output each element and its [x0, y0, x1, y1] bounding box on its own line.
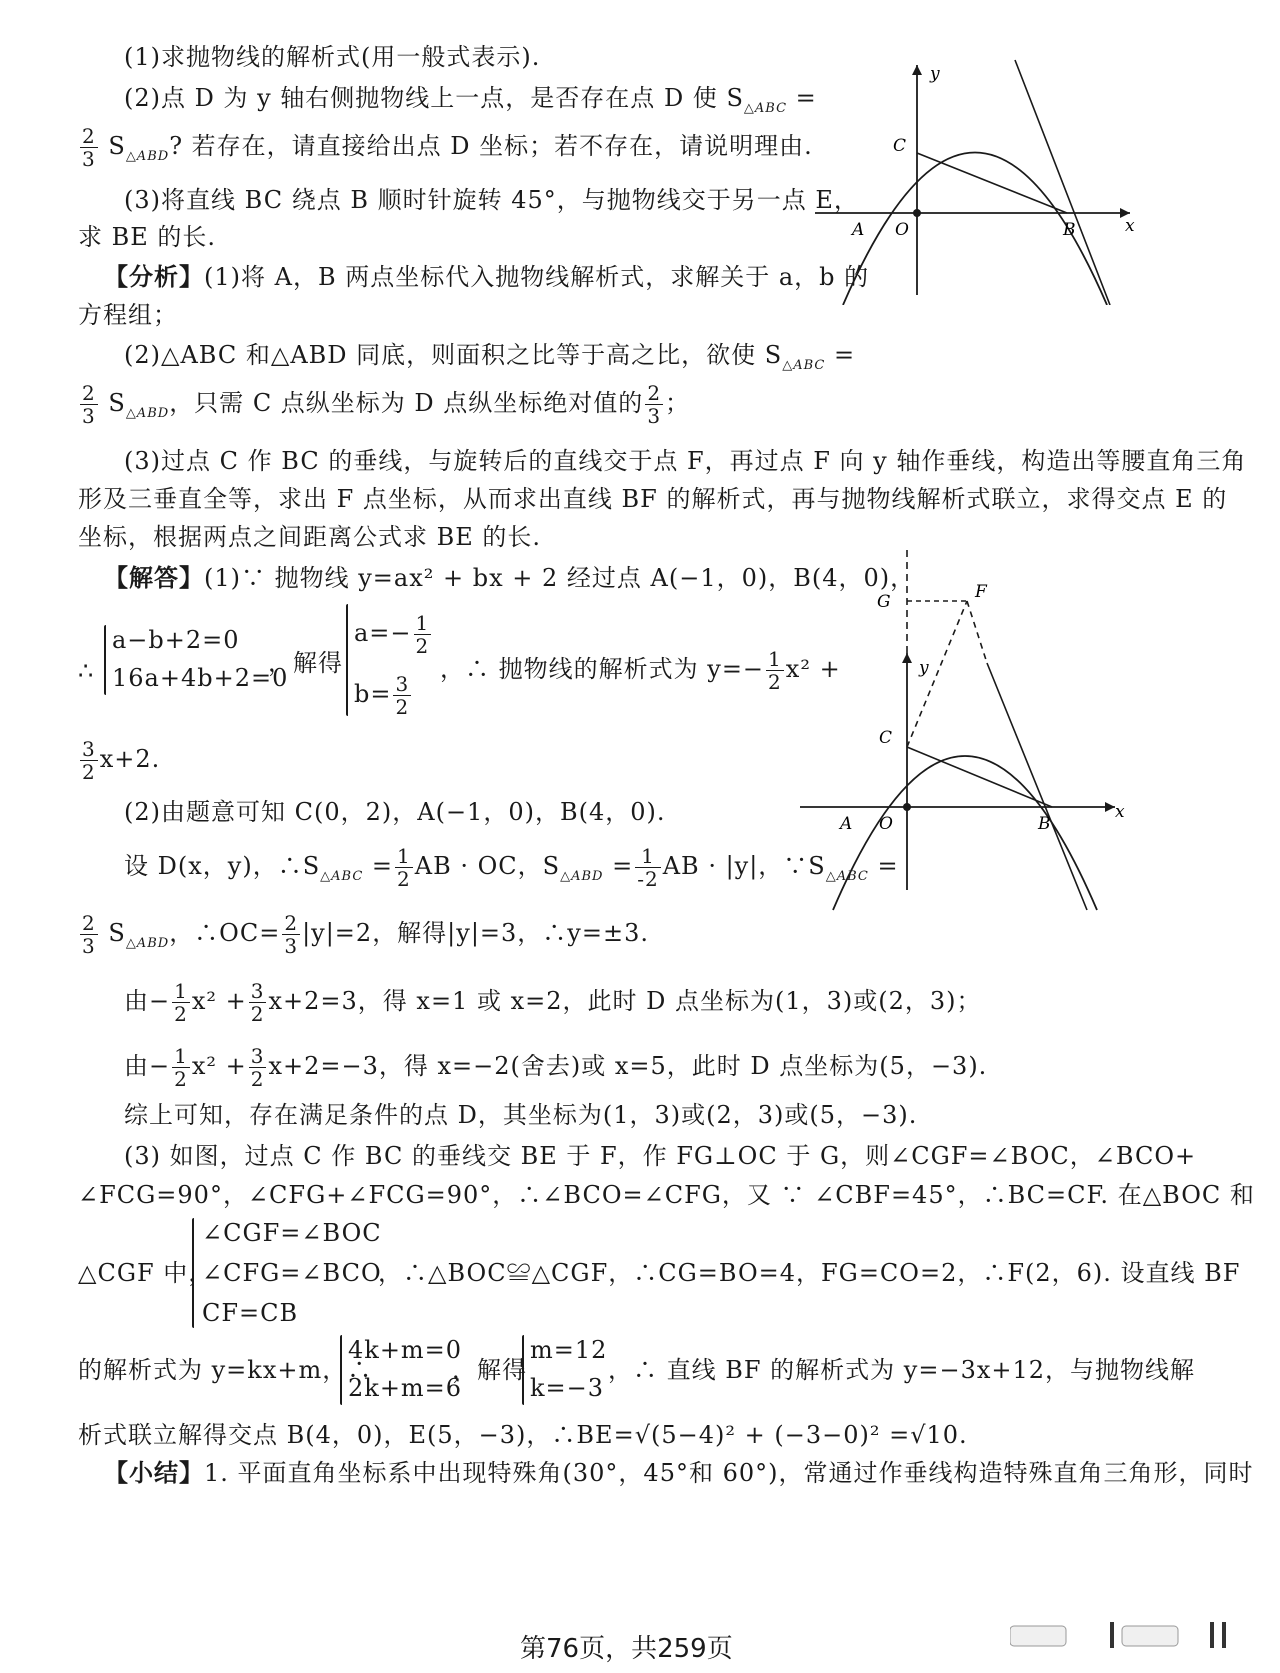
- origin-point: [903, 803, 911, 811]
- line-cf-dashed: [907, 601, 967, 747]
- point-g-label: G: [877, 592, 891, 612]
- x-axis-label: x: [1115, 802, 1125, 822]
- divider-icon-2: [1210, 1622, 1214, 1648]
- divider-icon: [1110, 1622, 1114, 1648]
- fraction-two-thirds: $\frac{2}{3}$: [82, 124, 96, 171]
- question-2-line1: (2)点 D 为 y 轴右侧抛物线上一点，是否存在点 D 使 $S_{\triangle ABC}$ =: [124, 84, 817, 116]
- scroll-thumb-2[interactable]: [1122, 1626, 1178, 1646]
- solution3-line2: ∠FCG=90°，∠CFG+∠FCG=90°，∴∠BCO=∠CFG，又 ∵ ∠CBF=45°，∴BC=CF. 在△BOC 和: [78, 1181, 1255, 1209]
- system5-eq1: m=12: [530, 1336, 608, 1364]
- question-1: (1)求抛物线的解析式(用一般式表示).: [124, 43, 541, 71]
- analysis-line3c: 坐标，根据两点之间距离公式求 BE 的长.: [78, 523, 542, 551]
- analysis-line3b: 形及三垂直全等，求出 F 点坐标，从而求出直线 BF 的解析式，再与抛物线解析式联立，求得交点 E 的: [78, 485, 1228, 513]
- point-b-label: B: [1038, 814, 1051, 834]
- question-3-line1: (3)将直线 BC 绕点 B 顺时针旋转 45°，与抛物线交于另一点 E，: [124, 186, 859, 214]
- x-axis-arrow-icon: [1105, 802, 1115, 812]
- y-axis-arrow-icon: [902, 653, 912, 663]
- system3-eq1: ∠CGF=∠BOC: [202, 1219, 382, 1247]
- analysis-line2: (2)△ABC 和△ABD 同底，则面积之比等于高之比，欲使 $S_{\triangle ABC}$ =: [124, 341, 856, 373]
- point-a-label: A: [852, 220, 865, 240]
- analysis-line3a: (3)过点 C 作 BC 的垂线，与旋转后的直线交于点 F，再过点 F 向 y 轴作垂线，构造出等腰直角三角: [124, 447, 1247, 475]
- system-brace-1: [104, 625, 106, 695]
- point-c-label: C: [893, 136, 907, 156]
- solution3-line4a: 的解析式为 y=kx+m，∴: [78, 1356, 373, 1384]
- analysis-line1b: 方程组；: [78, 301, 178, 329]
- parabola-graph-1: [805, 55, 1145, 305]
- scroll-thumb[interactable]: [1010, 1626, 1066, 1646]
- origin-point: [913, 209, 921, 217]
- solution3-line3b: ，∴△BOC≌△CGF，∴CG=BO=4，FG=CO=2，∴F(2，6). 设直线 BF: [378, 1259, 1241, 1287]
- summary-line: 【小结】1. 平面直角坐标系中出现特殊角(30°，45°和 60°)，常通过作垂线构造特殊直角三角形，同时: [104, 1458, 1254, 1487]
- therefore-symbol: ∴: [78, 657, 95, 685]
- line-bf-dashed: [967, 601, 987, 663]
- solution2-line6: 综上可知，存在满足条件的点 D，其坐标为(1，3)或(2，3)或(5，−3).: [124, 1101, 918, 1129]
- solution-result-line: ，∴ 抛物线的解析式为 y=− $\frac{1}{2}$ x² +: [440, 647, 841, 694]
- point-c-label: C: [879, 728, 893, 748]
- divider-icon-3: [1222, 1622, 1226, 1648]
- system-brace-3: [192, 1218, 194, 1328]
- solution2-line1: (2)由题意可知 C(0，2)，A(−1，0)，B(4，0).: [124, 798, 666, 826]
- system5-eq2: k=−3: [530, 1374, 605, 1402]
- analysis-line1: 【分析】(1)将 A，B 两点坐标代入抛物线解析式，求解关于 a，b 的: [104, 262, 870, 291]
- solution2-line3: $\frac{2}{3}$ $S_{\triangle ABD}$，∴OC= $\frac{2}{3}$ |y|=2，解得|y|=3，∴y=±3.: [82, 911, 649, 958]
- origin-label: O: [879, 814, 893, 834]
- solve-text-2: ，解得: [452, 1356, 527, 1384]
- solution-line1: 【解答】(1)∵ 抛物线 y=ax² + bx + 2 经过点 A(−1，0)，B(4，0)，: [104, 563, 916, 592]
- solution3-line5: 析式联立解得交点 B(4，0)，E(5，−3)，∴BE=√(5−4)² + (−3−0)² =√10.: [78, 1421, 968, 1449]
- y-axis-arrow-icon: [912, 65, 922, 75]
- line-bc: [917, 153, 1067, 213]
- viewer-controls[interactable]: [1010, 1618, 1250, 1652]
- parabola-graph-2: [795, 545, 1135, 915]
- point-f-label: F: [975, 582, 987, 602]
- system3-eq3: CF=CB: [202, 1299, 299, 1327]
- solution2-line5: 由− $\frac{1}{2}$ x² + $\frac{3}{2}$ x+2=−3，得 x=−2(舍去)或 x=5，此时 D 点坐标为(5，−3).: [124, 1044, 988, 1091]
- y-axis-label: y: [930, 64, 940, 84]
- system1-eq1: a−b+2=0: [112, 626, 240, 654]
- system2-eq1: a=− $\frac{1}{2}$: [354, 611, 430, 658]
- question-3-line2: 求 BE 的长.: [78, 223, 217, 251]
- system2-eq2: b= $\frac{3}{2}$: [354, 672, 410, 719]
- solution3-line4b: ，∴ 直线 BF 的解析式为 y=−3x+12，与抛物线解: [608, 1356, 1196, 1384]
- system1-eq2: 16a+4b+2=0: [112, 664, 289, 692]
- line-bc: [907, 747, 1052, 807]
- analysis-line2b: $\frac{2}{3}$ $S_{\triangle ABD}$，只需 C 点纵坐标为 D 点纵坐标绝对值的 $\frac{2}{3}$ ；: [82, 381, 691, 428]
- origin-label: O: [895, 220, 909, 240]
- page-indicator: 第76页，共259页: [520, 1634, 733, 1664]
- system-brace-2: [346, 604, 348, 716]
- system4-eq2: 2k+m=6: [348, 1374, 463, 1402]
- system-brace-5: [522, 1335, 524, 1405]
- y-axis-label: y: [919, 658, 929, 678]
- solution3-line1: (3) 如图，过点 C 作 BC 的垂线交 BE 于 F，作 FG⊥OC 于 G，则∠CGF=∠BOC，∠BCO+: [124, 1142, 1197, 1170]
- system4-eq1: 4k+m=0: [348, 1336, 463, 1364]
- system-brace-4: [340, 1335, 342, 1405]
- tangent-line: [1015, 60, 1110, 305]
- point-b-label: B: [1063, 220, 1076, 240]
- solution2-line4: 由− $\frac{1}{2}$ x² + $\frac{3}{2}$ x+2=3，得 x=1 或 x=2，此时 D 点坐标为(1，3)或(2，3)；: [124, 979, 982, 1026]
- solution3-line3a: △CGF 中，: [78, 1259, 214, 1287]
- solve-text: ，解得: [268, 649, 343, 677]
- question-2-line2: $\frac{2}{3}$ $S_{\triangle ABD}$? 若存在，请直接给出点 D 坐标；若不存在，请说明理由.: [82, 124, 813, 171]
- system3-eq2: ∠CFG=∠BCO: [202, 1259, 382, 1287]
- solution-result-cont: $\frac{3}{2}$ x+2.: [82, 737, 161, 784]
- parabola-curve: [833, 756, 1097, 910]
- x-axis-label: x: [1125, 216, 1135, 236]
- point-a-label: A: [840, 814, 853, 834]
- solution2-line2: 设 D(x，y)，$\therefore S_{\triangle ABC}$ = $\frac{1}{2}$ AB · OC，$S_{\triangle ABD}$ = $\frac{1}{-2}$ AB · |y|，$\because S_{\triangle ABC}$ =: [124, 844, 899, 891]
